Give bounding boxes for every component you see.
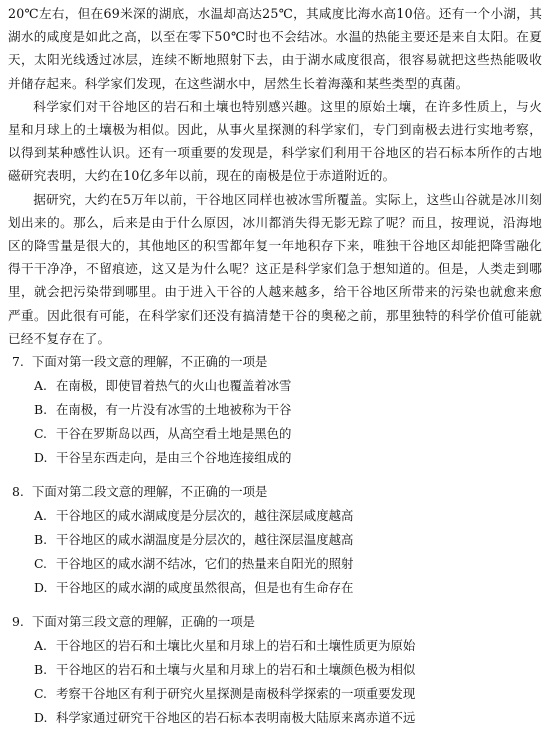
option-letter: B. [34,662,48,677]
option-text: 科学家通过研究干谷地区的岩石标本表明南极大陆原来离赤道不远 [56,710,416,725]
option-d [12,446,542,470]
option-d [12,576,542,600]
option-c [12,682,542,706]
option-a [12,374,542,398]
option-text: 干谷地区的咸水湖的咸度虽然很高，但是也有生命存在 [56,580,354,595]
option-letter: C. [34,426,47,441]
option-text: 干谷地区的咸水湖咸度是分层次的，越往深层咸度越高 [56,508,354,523]
option-letter: B. [34,402,48,417]
option-text: 干谷呈东西走向，是由三个谷地连接组成的 [56,450,292,465]
option-letter: D. [34,450,48,465]
reading-passage [8,2,542,350]
option-a [12,634,542,658]
question-8 [12,480,542,600]
question-number: 8. [12,484,24,499]
question-stem [12,480,542,504]
option-text: 在南极，有一片没有冰雪的土地被称为干谷 [56,402,292,417]
option-letter: B. [34,532,48,547]
option-b [12,658,542,682]
option-a [12,504,542,528]
option-d [12,706,542,730]
option-c [12,422,542,446]
passage-paragraph-1: 20℃左右，但在69米深的湖底，水温却高达25℃，其咸度比海水高10倍。还有一个小湖，其湖水的咸度是如此之高，以至在零下50℃时也不会结冰。水温的热能主要还是来自太阳。在夏天，太阳光线透过冰层，连续不断地照射下去，由于湖水咸度很高，很容易就把这些热能吸收并储存起来。科学家们发现，在这些湖水中，居然生长着海藻和某些类型的真菌。 [8,6,542,91]
option-text: 干谷地区的岩石和土壤比火星和月球上的岩石和土壤性质更为原始 [56,638,416,653]
question-stem [12,610,542,634]
option-text: 干谷在罗斯岛以西，从高空看土地是黑色的 [56,426,292,441]
passage-paragraph-3: 据研究，大约在5万年以前，干谷地区同样也被冰雪所覆盖。实际上，这些山谷就是冰川刻划出来的。那么，后来是由于什么原因，冰川都消失得无影无踪了呢？而且，按理说，沿海地区的降雪量是很大的，其他地区的积雪都年复一年地积存下来，唯独干谷地区却能把降雪融化得干干净净，不留痕迹，这又是为什么呢？这正是科学家们急于想知道的。但是，人类走到哪里，就会把污染带到哪里。由于进入干谷的人越来越多，给干谷地区所带来的污染也就愈来愈严重。因此很有可能，在科学家们还没有搞清楚干谷的奥秘之前，那里独特的科学价值可能就已经不复存在了。 [8,191,542,346]
option-text: 干谷地区的咸水湖温度是分层次的，越往深层温度越高 [56,532,354,547]
option-letter: C. [34,686,47,701]
question-stem [12,350,542,374]
option-letter: A. [34,508,47,523]
question-number: 7. [12,354,24,369]
option-b [12,528,542,552]
question-text: 下面对第二段文意的理解，不正确的一项是 [32,484,268,499]
option-letter: A. [34,378,47,393]
option-text: 干谷地区的岩石和土壤与火星和月球上的岩石和土壤颜色极为相似 [56,662,416,677]
option-text: 考察干谷地区有利于研究火星探测是南极科学探索的一项重要发现 [56,686,416,701]
option-text: 干谷地区的咸水湖不结冰，它们的热量来自阳光的照射 [56,556,354,571]
option-c [12,552,542,576]
question-7 [12,350,542,470]
option-letter: A. [34,638,47,653]
option-letter: D. [34,580,48,595]
question-text: 下面对第一段文意的理解，不正确的一项是 [32,354,268,369]
option-text: 在南极，即使冒着热气的火山也覆盖着冰雪 [56,378,292,393]
question-list [12,350,542,730]
question-number: 9. [12,614,24,629]
question-9 [12,610,542,730]
option-letter: D. [34,710,48,725]
option-letter: C. [34,556,47,571]
option-b [12,398,542,422]
question-text: 下面对第三段文意的理解，正确的一项是 [32,614,256,629]
passage-paragraph-2: 科学家们对干谷地区的岩石和土壤也特别感兴趣。这里的原始土壤，在许多性质上，与火星和月球上的土壤极为相似。因此，从事火星探测的科学家们，专门到南极去进行实地考察，以得到某种感性认识。还有一项重要的发现是，科学家们利用干谷地区的岩石标本所作的古地磁研究表明，大约在10亿多年以前，现在的南极是位于赤道附近的。 [8,98,542,184]
